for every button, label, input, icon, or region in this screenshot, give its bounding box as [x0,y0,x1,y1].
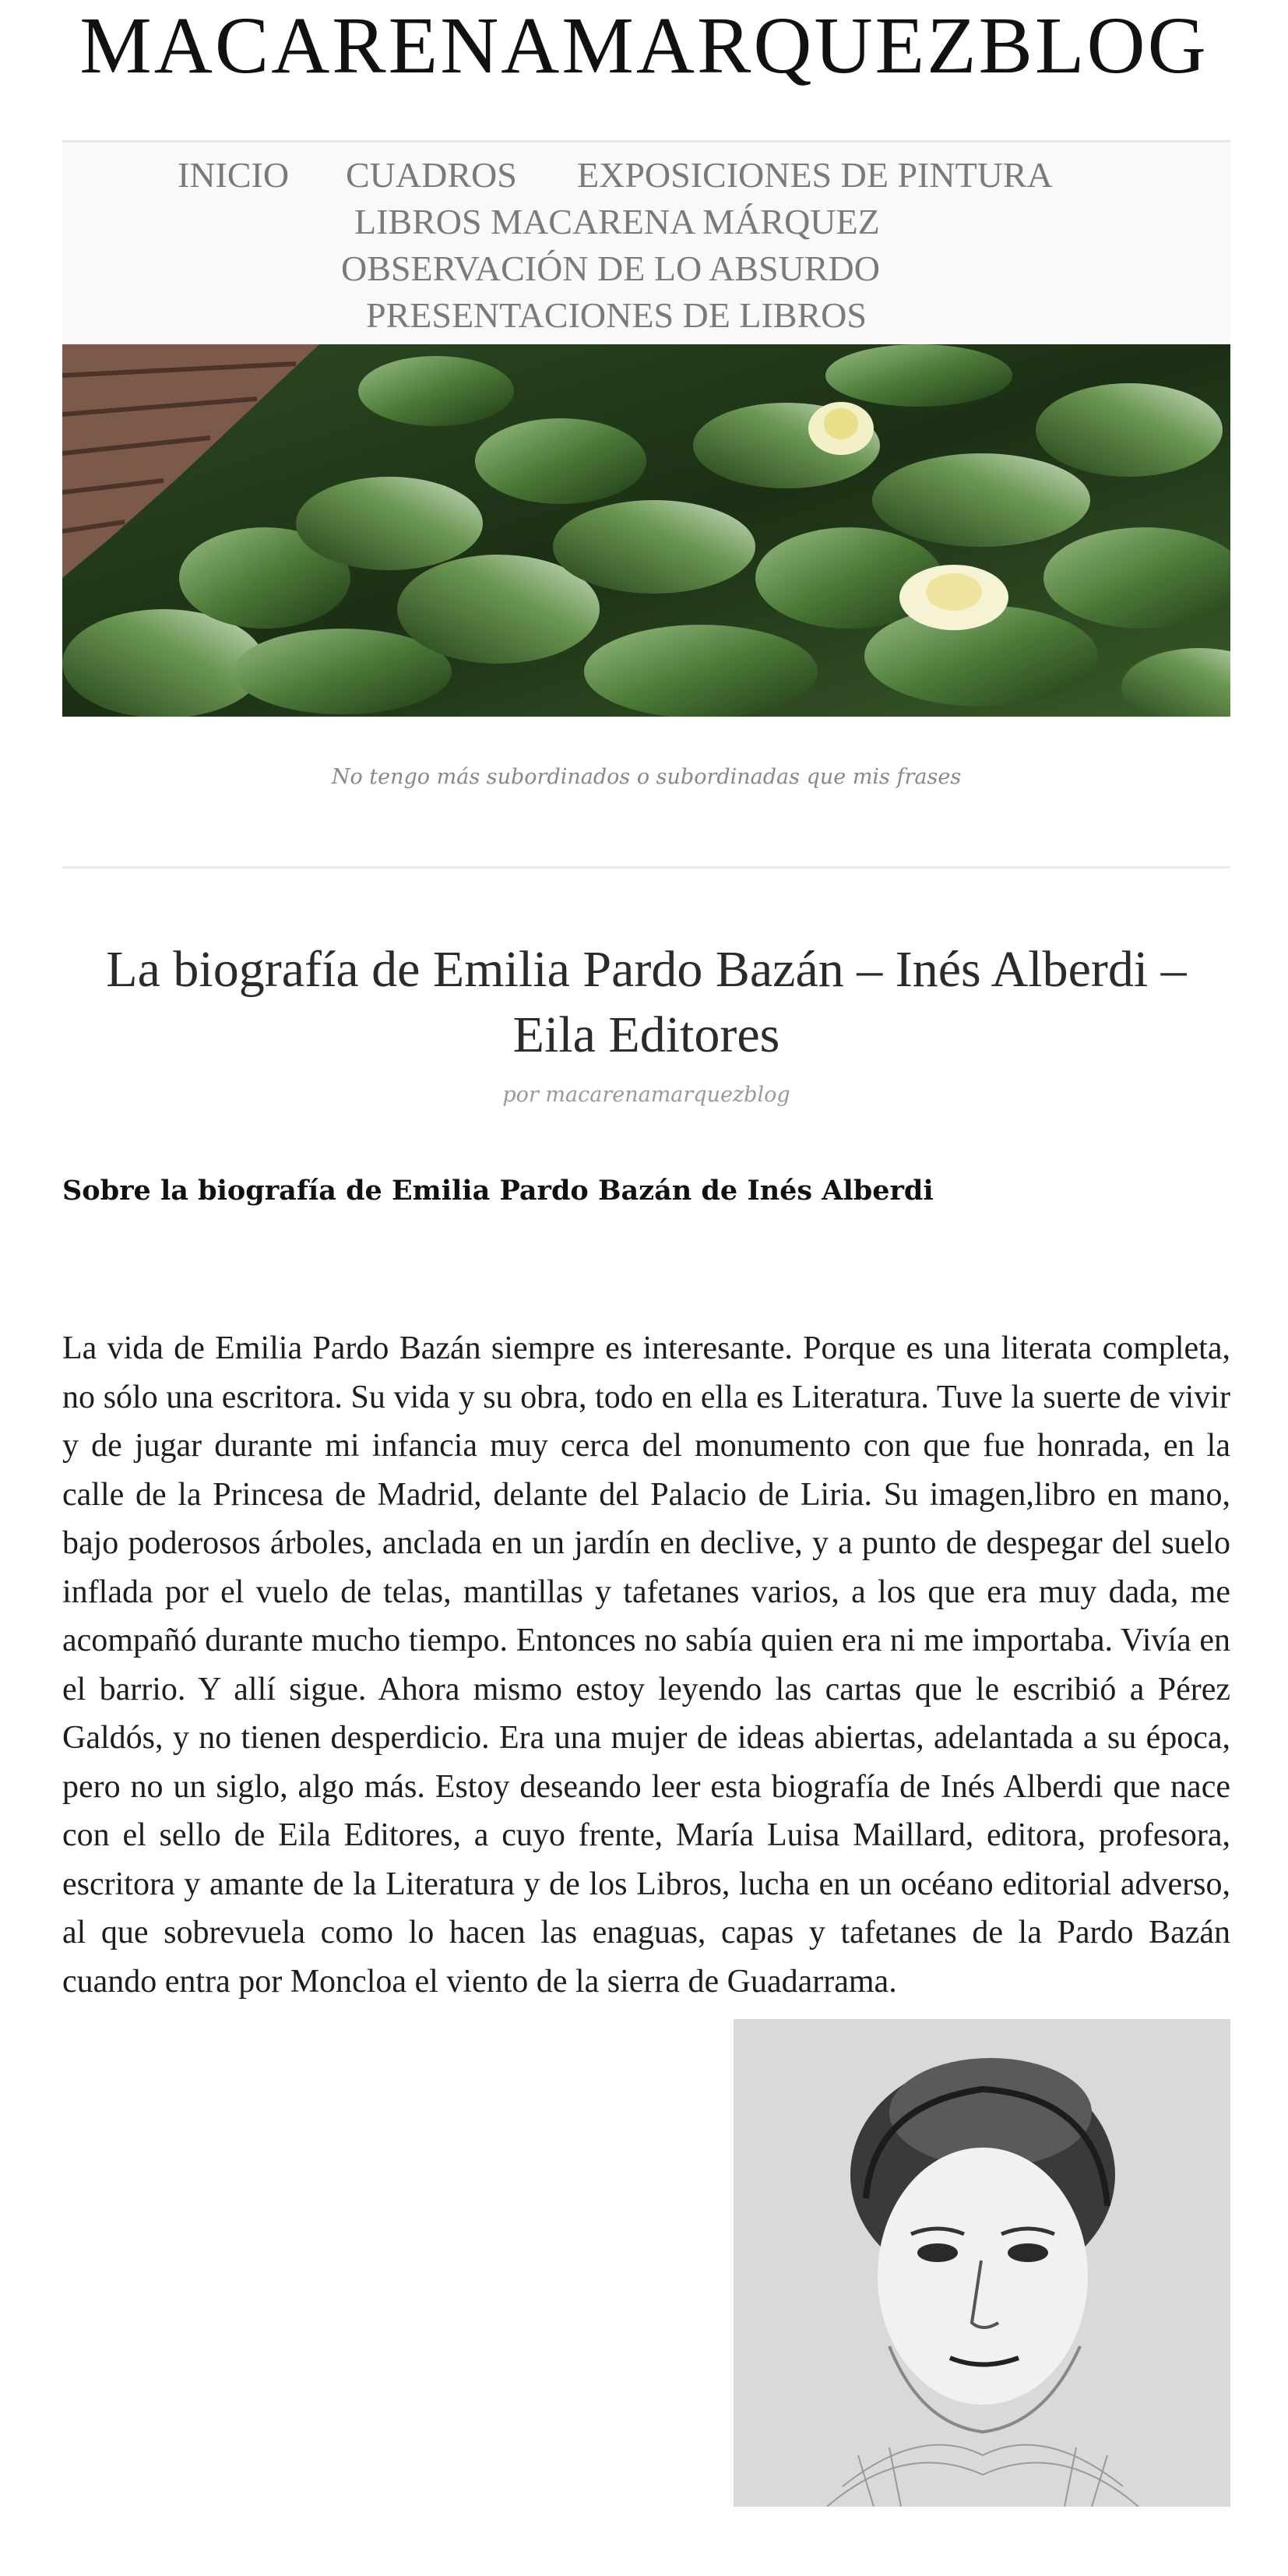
byline-prefix: por [502,1083,539,1107]
header-image-water-lilies [62,344,1230,717]
post-byline [62,1083,1230,1107]
header-divider [62,866,1230,869]
post-body [62,1324,1230,2041]
portrait-drawing [734,2019,1230,2507]
site-title[interactable]: MACARENAMARQUEZBLOG [79,1,1209,90]
nav-item-exposiciones-de-pintura[interactable]: EXPOSICIONES DE PINTURA [577,155,1053,195]
nav-item-libros-macarena-marquez[interactable]: LIBROS MACARENA MÁRQUEZ [354,202,880,241]
nav-item-cuadros[interactable]: CUADROS [346,155,517,195]
author-link[interactable]: macarenamarquezblog [545,1083,790,1107]
nav-item-inicio[interactable]: INICIO [178,155,290,195]
water-lilies-image [62,344,1230,717]
site-tagline: No tengo más subordinados o subordinadas que mis frases [331,765,962,789]
post-body-paragraph: La vida de Emilia Pardo Bazán siempre es interesante. Porque es una literata completa, no sólo una escritora. Su vida y su obra, todo en ella es Literatura. Tuve la suerte de vivir y de jugar durante mi infancia muy cerca del monumento con que fue honrada, en la calle de la Princesa de Madrid, delante del Palacio de Liria. Su imagen,libro en mano, bajo poderosos árboles, anclada en un jardín en declive, y a punto de despegar del suelo inflada por el vuelo de telas, mantillas y tafetanes varios, a los que era muy dada, me acompañó durante mucho tiempo. Entonces no sabía quien era ni me importaba. Vivía en el barrio. Y allí sigue. Ahora mismo estoy leyendo las cartas que le escribió a Pérez Galdós, y no tienen desperdicio. Era una mujer de ideas abiertas, adelantada a su época, pero no un siglo, algo más. Estoy deseando leer esta biografía de Inés Alberdi que nace con el sello de Eila Editores, a cuyo frente, María Luisa Maillard, editora, profesora, escritora y amante de la Literatura y de los Libros, lucha en un océano editorial adverso, al que sobrevuela como lo hacen las enaguas, capas y tafetanes de la Pardo Bazán cuando entra por Moncloa el viento de la sierra de Guadarrama. [62,1330,1230,2000]
nav-item-observacion-de-lo-absurdo[interactable]: OBSERVACIÓN DE LO ABSURDO [341,248,880,288]
post-subheading: Sobre la biografía de Emilia Pardo Bazán de Inés Alberdi [62,1175,934,1207]
main-navigation [62,140,1230,347]
portrait-image-emilia-pardo-bazan [734,2019,1230,2507]
nav-item-presentaciones-de-libros[interactable]: PRESENTACIONES DE LIBROS [366,295,867,335]
post-title[interactable]: La biografía de Emilia Pardo Bazán – Inés Alberdi – Eila Editores [106,941,1187,1063]
